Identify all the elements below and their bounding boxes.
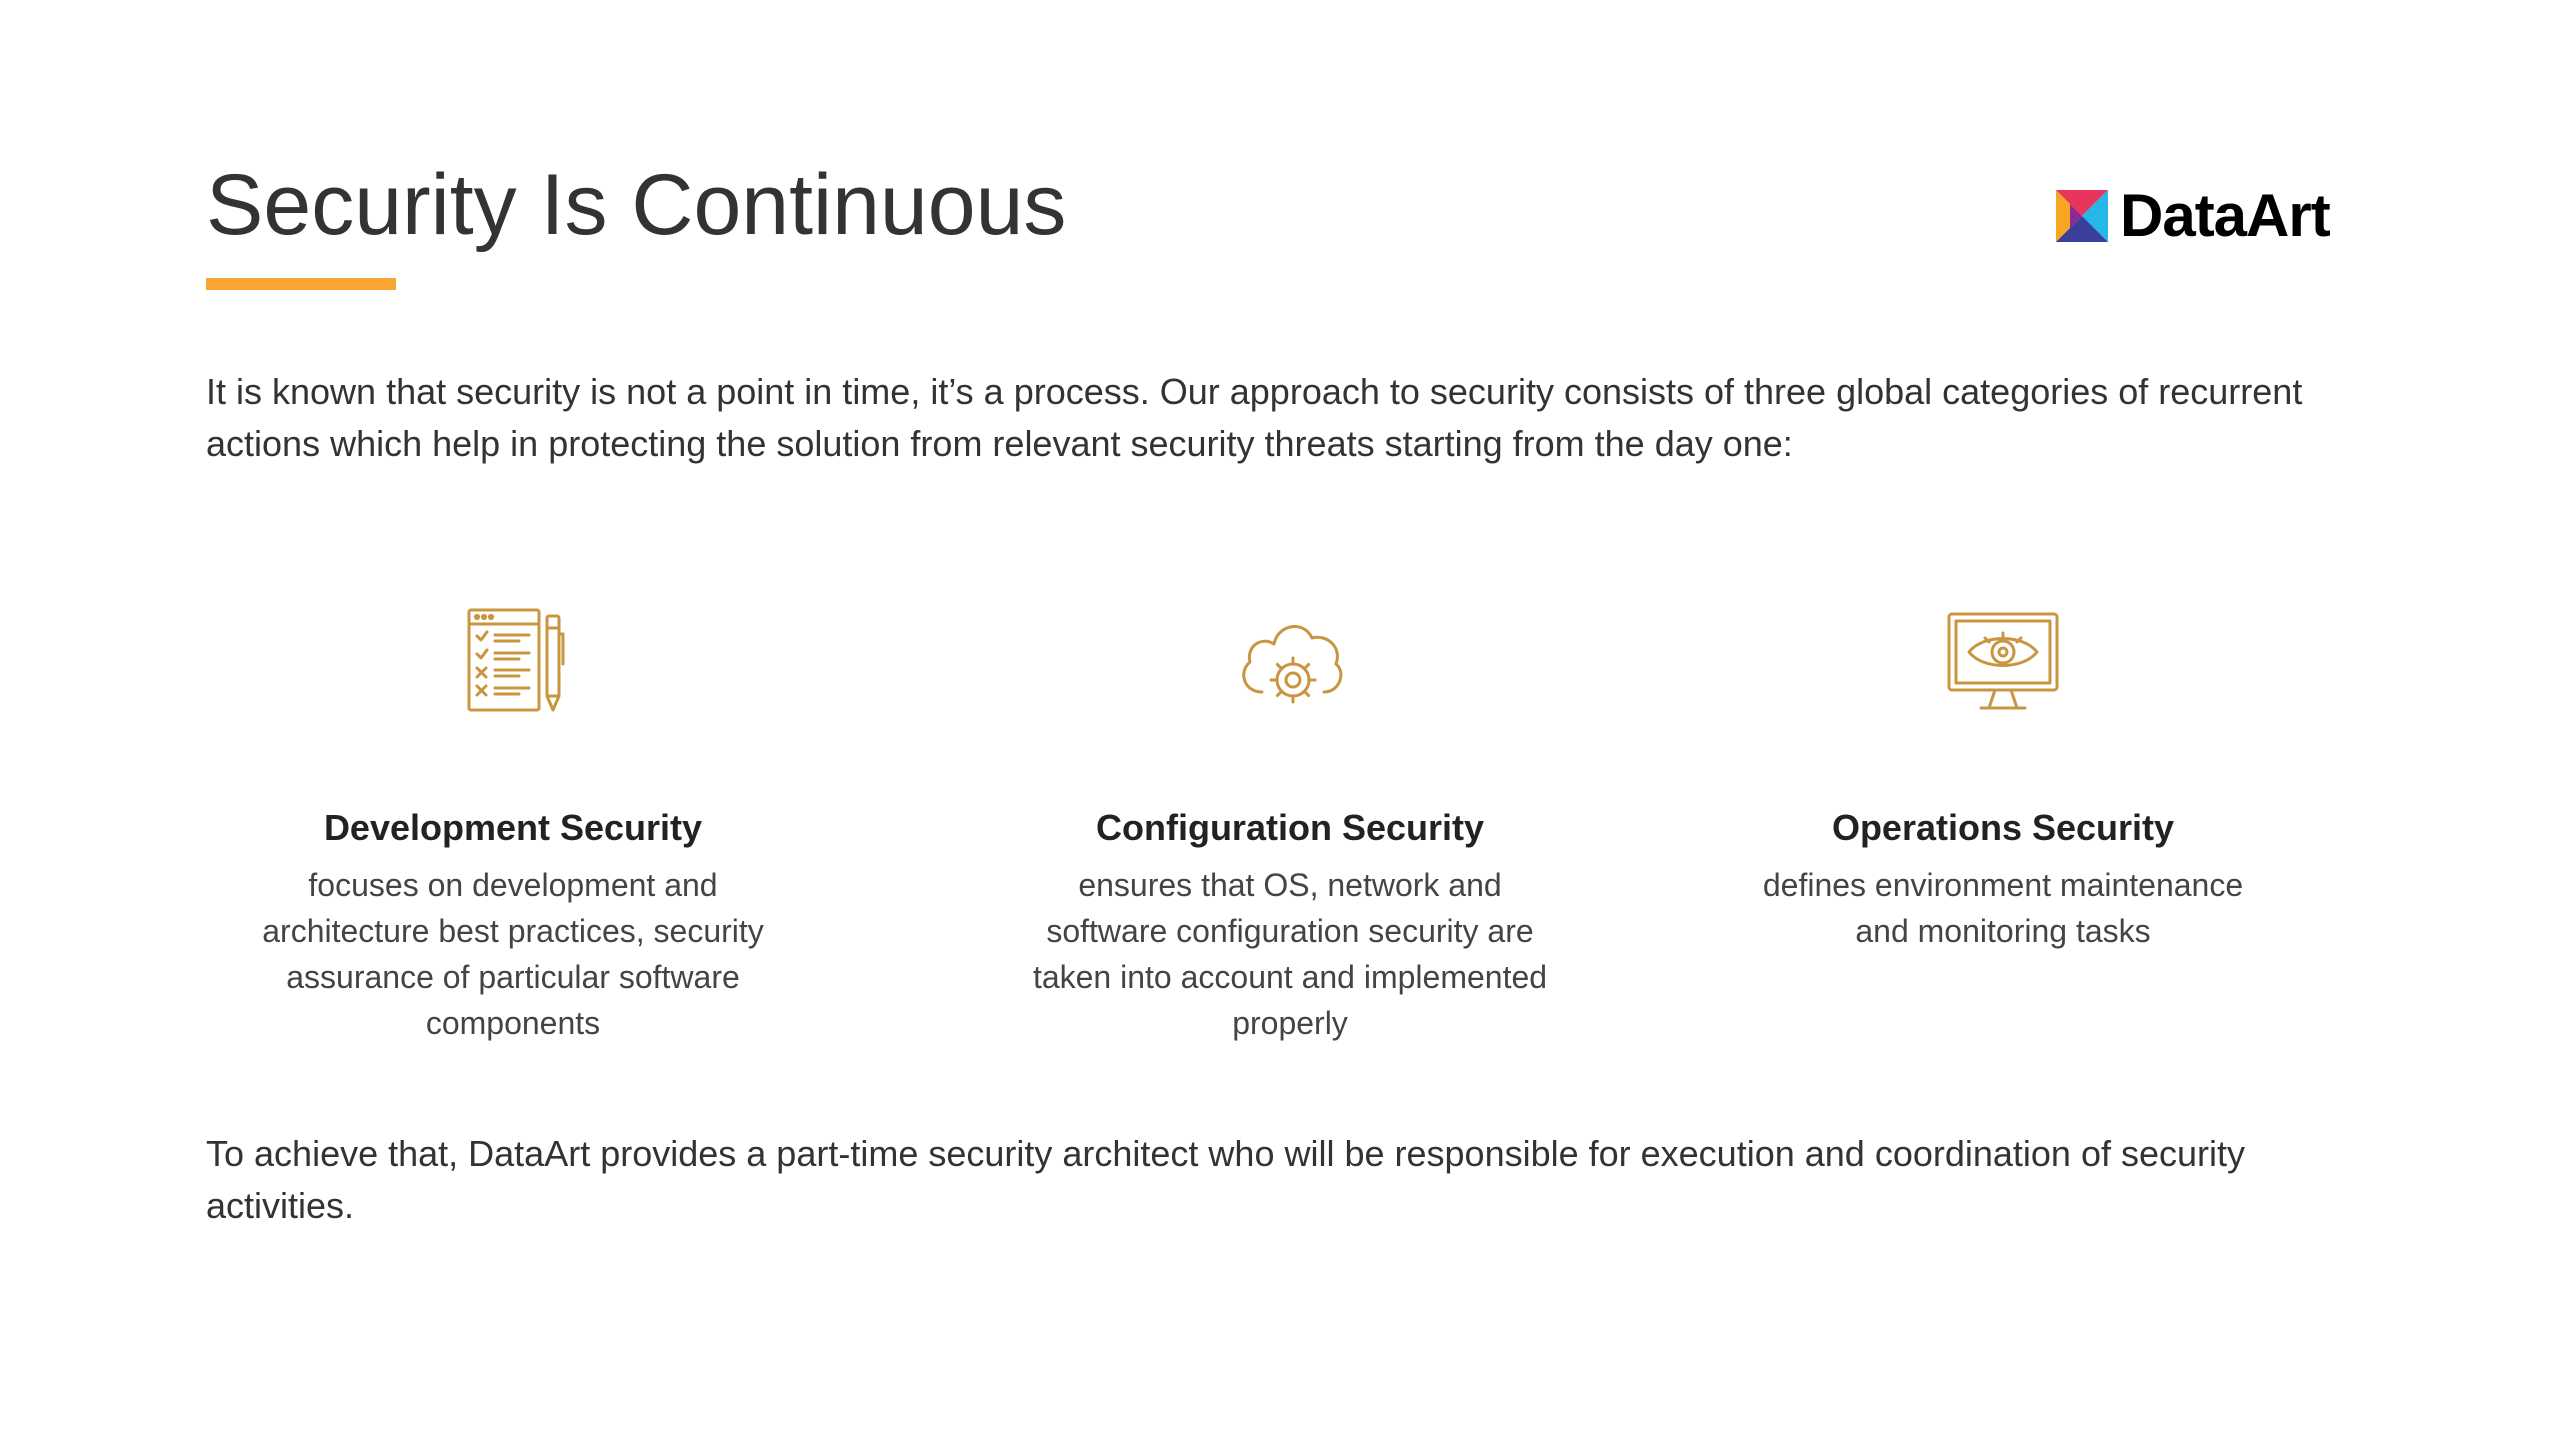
intro-paragraph: It is known that security is not a point in time, it’s a process. Our approach to security consists of three global categories of recurrent actions which help in protecting the solution from relevant security threats starting from the day one:: [206, 371, 2303, 464]
page-title: Security Is Continuous: [206, 157, 1067, 253]
column-title: Configuration Security: [1095, 807, 1485, 848]
outro-paragraph: To achieve that, DataArt provides a part-time security architect who will be responsible for execution and coordination of security activities.: [206, 1133, 2246, 1226]
column-configuration-security: [1010, 600, 1570, 1046]
dataart-logo: [2056, 182, 2330, 249]
column-development-security: [233, 600, 793, 1046]
logo-text: DataArt: [2120, 182, 2330, 249]
column-title: Operations Security: [1831, 807, 2175, 848]
title-underline: [206, 278, 396, 290]
column-title: Development Security: [323, 807, 703, 848]
cloud-gear-icon: [1230, 600, 1350, 720]
dataart-logo-mark-icon: [2056, 190, 2108, 242]
column-description: defines environment maintenance and monitoring tasks: [1762, 867, 2244, 949]
checklist-document-pen-icon: [453, 600, 573, 720]
monitor-eye-icon: [1943, 600, 2063, 720]
column-description: ensures that OS, network and software configuration security are taken into account and implemented properly: [1032, 867, 1548, 1041]
column-operations-security: [1723, 600, 2283, 954]
column-description: focuses on development and architecture best practices, security assurance of particular software components: [262, 867, 764, 1041]
